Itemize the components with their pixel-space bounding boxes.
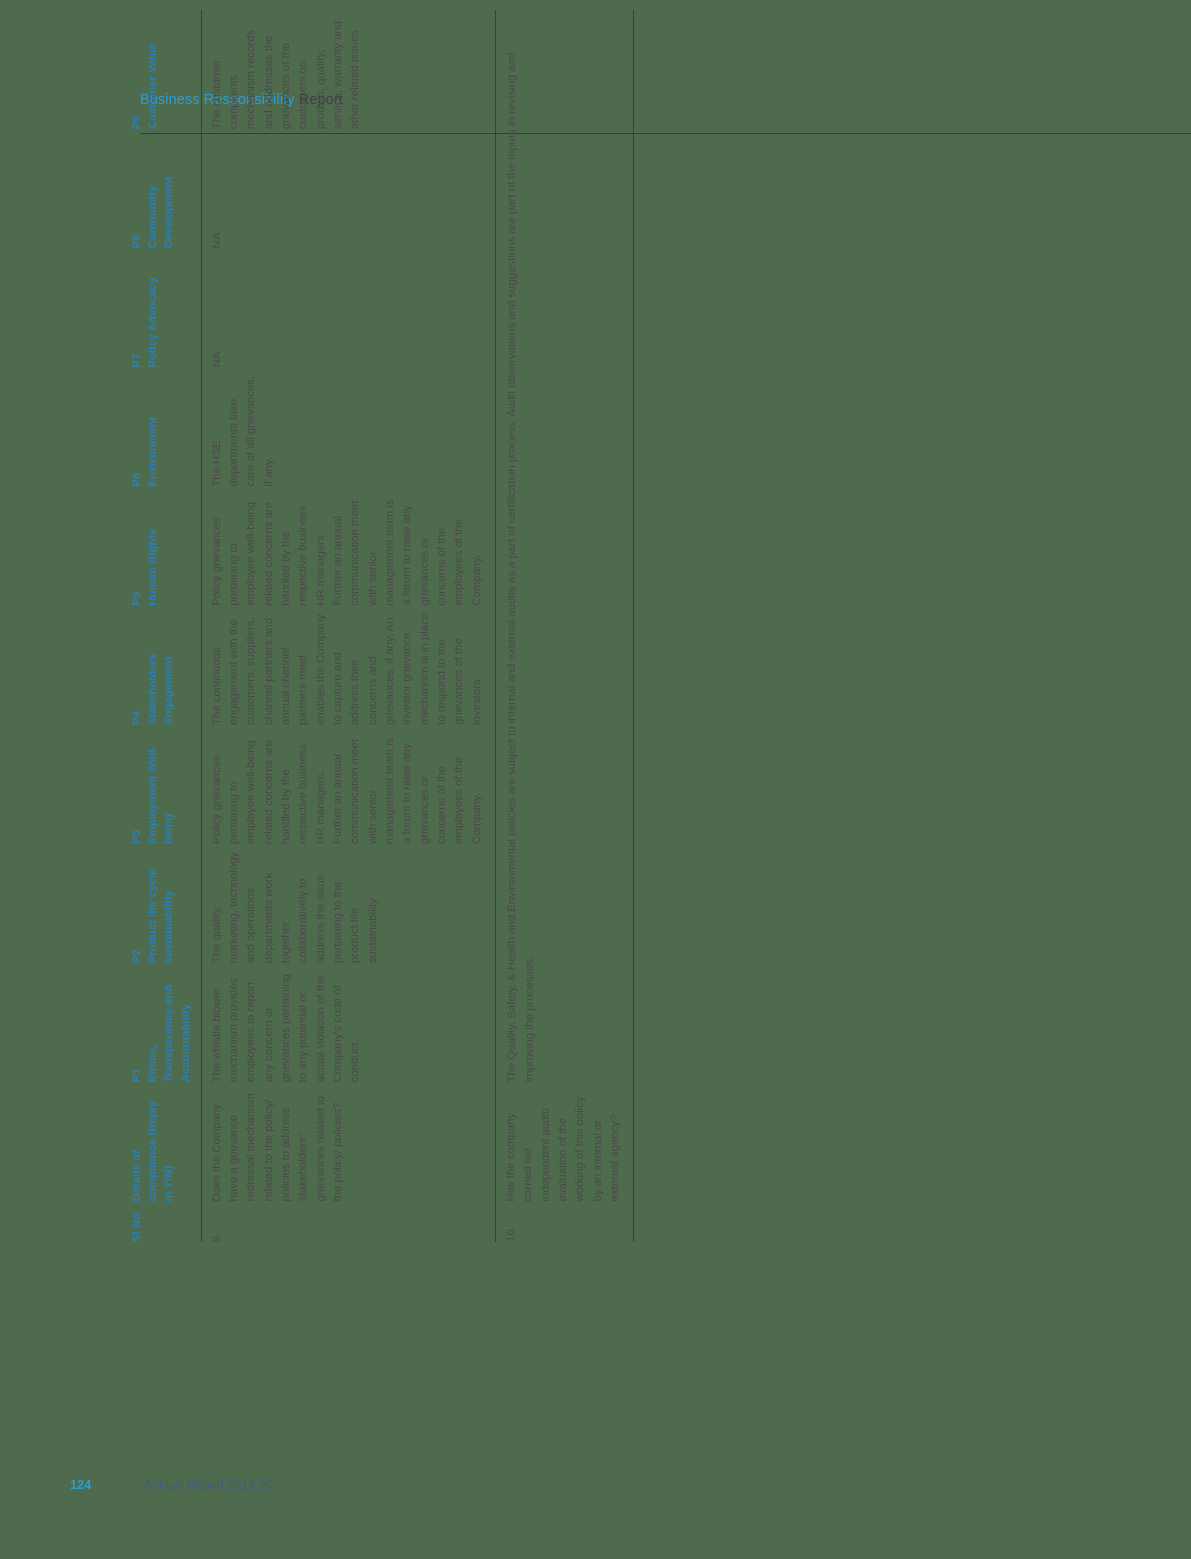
row-p5: Policy grievances pertaining to employee well-being related concerns are handled by the respective business HR managers. Further an annual communication meet with senior management team is a forum to raise any grievances or concerns of the employees of the Company. — [201, 487, 495, 606]
column-header-sl-code: Sl No. — [131, 1209, 143, 1242]
column-header-p4-label: Stakeholders Engagement — [147, 653, 176, 725]
column-header-p9 — [122, 10, 201, 129]
column-header-p2-label: Product life cycle sustainability — [147, 868, 176, 964]
row-p2: The quality, marketing, technology and operations departments work together collaboratively to address the issue pertaining to the product life sustainability — [201, 844, 495, 963]
column-header-p6 — [122, 368, 201, 487]
column-header-p7 — [122, 248, 201, 367]
column-header-p7-label: Policy Advocacy — [147, 277, 160, 368]
row-sl: 10. — [496, 1202, 634, 1243]
row-p7: NA — [201, 248, 495, 367]
column-header-p1 — [122, 963, 201, 1082]
header-title-primary: Business Responsibility — [140, 92, 295, 108]
column-header-p6-label: Environment — [147, 417, 160, 487]
row-p4: The continuous engagement with the customers, suppliers, channel partners and annual channel partners meet enables the Company to capture and address their concerns and grievances, if any. An investor grievance mechanism is in place to respond to the grievances of the investors. — [201, 606, 495, 725]
table-row — [201, 10, 495, 1242]
column-header-p5-code: P5 — [131, 591, 143, 606]
table-row — [496, 10, 634, 1242]
column-header-sl — [122, 1202, 201, 1243]
column-header-p1-label: Ethics, Transparency and Accountability — [147, 984, 192, 1083]
row-p3: Policy grievances pertaining to employee well-being related concerns are handled by the respective business HR managers. Further an annual communication meet with senior management team is a forum to raise any grievances or concerns of the employees of the Company. — [201, 725, 495, 844]
column-header-p2-code: P2 — [131, 949, 143, 964]
column-header-p4-code: P4 — [131, 711, 143, 725]
column-header-p3-label: Employment Well-being — [147, 745, 176, 845]
row-p8: NA — [201, 129, 495, 248]
footer-text: Annual Report 2019-20 — [144, 1478, 274, 1492]
column-header-p6-code: P6 — [131, 472, 143, 487]
brr-policy-table — [122, 10, 634, 1242]
column-header-p8 — [122, 129, 201, 248]
header-title-secondary: Report — [294, 92, 343, 108]
column-header-details-code: Details of — [131, 1150, 143, 1202]
table-header-row — [122, 10, 201, 1242]
column-header-p5 — [122, 487, 201, 606]
column-header-p9-code: P9 — [131, 115, 143, 130]
row-p1: The whistle blower mechanism provides employees to report any concern or grievances pertaining to any potential or actual violation of the Company's code of conduct. — [201, 963, 495, 1082]
row-sl: 9. — [201, 1202, 495, 1243]
row-details: Has the company carried out independent audit/ evaluation of the working of this policy by an internal or external agency? — [496, 1082, 634, 1201]
column-header-p3-code: P3 — [131, 830, 143, 845]
column-header-p5-label: Human Rights — [147, 528, 160, 606]
row-note: The Quality, Safety, & Health and Environmental policies are subject to internal and external audits as a part of certification process. Audit observations and suggestions are part of the inputs in revising and improving the processes. — [496, 10, 634, 1082]
column-header-p2 — [122, 844, 201, 963]
column-header-p1-code: P1 — [131, 1068, 143, 1083]
column-header-p7-code: P7 — [131, 353, 143, 368]
column-header-details-label: compliance (Reply in Y/N) — [147, 1100, 176, 1202]
row-details: Does the Company have a grievance redressal mechanism related to the policy/ policies to address stakeholders' grievances related to the policy/ policies? — [201, 1082, 495, 1201]
column-header-p3 — [122, 725, 201, 844]
row-p6: The HSE departments take care of all grievances, if any. — [201, 368, 495, 487]
column-header-p9-label: Customer Value — [147, 43, 160, 130]
column-header-p8-label: Community Development — [147, 176, 176, 249]
column-header-p4 — [122, 606, 201, 725]
column-header-details — [122, 1082, 201, 1201]
row-p9: The customer complaints mechanism records and addresses the grievances of the customers on product, quality, service, warranty and other related issues — [201, 10, 495, 129]
column-header-p8-code: P8 — [131, 234, 143, 249]
page-number: 124 — [70, 1478, 92, 1492]
